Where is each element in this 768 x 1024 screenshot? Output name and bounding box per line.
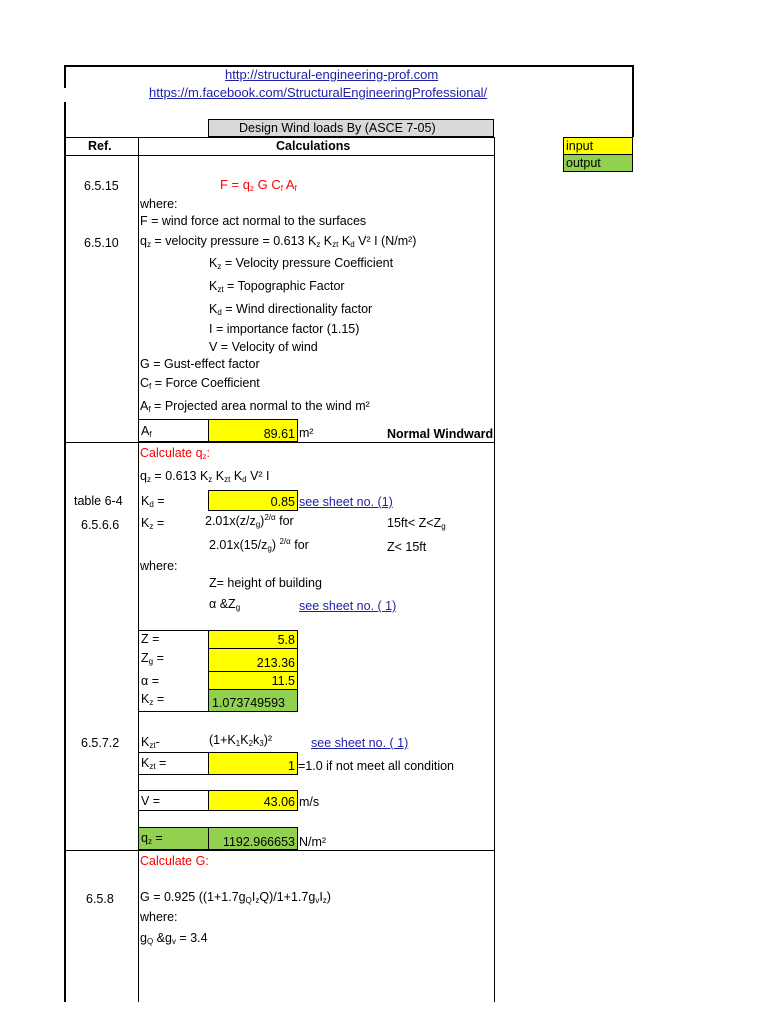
frame-left-upper — [64, 65, 66, 88]
qz-label: $q_z$ = — [141, 831, 163, 846]
ref-table-6-4: table 6-4 — [74, 494, 123, 508]
facebook-link[interactable]: https://m.facebook.com/StructuralEngineeringProfessional/ — [149, 85, 488, 100]
ref-6-5-7-2: 6.5.7.2 — [81, 736, 120, 750]
legend-input-label: input — [566, 139, 594, 153]
kzt-note: =1.0 if not meet all condition — [298, 759, 454, 773]
calculate-g: Calculate G: — [140, 854, 209, 868]
f-definition: F = wind force act normal to the surfaces — [140, 214, 367, 228]
row-line-header — [66, 137, 495, 138]
kz-formula-1: $2.01x(z/z_g)^{2/\alpha}$ for — [205, 513, 294, 529]
kz-condition-1: $15ft< Z<Z_g$ — [387, 516, 446, 531]
normal-windward-label: Normal Windward — [387, 427, 494, 441]
kzt-formula: $(1+K_1K_2k_3)^2$ — [209, 733, 273, 748]
v-unit: m/s — [299, 795, 320, 809]
alpha-value: 11.5 — [271, 674, 295, 688]
kz-definition: $K_z$ = Velocity pressure Coefficient — [209, 256, 394, 271]
qz-value: 1192.966653 — [222, 835, 295, 849]
row-line-1 — [66, 442, 495, 443]
i-definition: I = importance factor (1.15) — [209, 322, 360, 336]
af-definition: $A_f$ = Projected area normal to the wind m² — [140, 399, 370, 414]
formula-f: $F = q_z$ G $C_f$ $A_f$ — [220, 177, 297, 193]
kzt-label: $K_{zt}$ = — [141, 756, 167, 771]
af-value: 89.61 — [263, 427, 295, 441]
frame-left — [64, 102, 66, 1002]
gq-gv-value: $g_Q$ $\&g_v = 3.4$ — [140, 931, 208, 946]
website-link[interactable]: http://structural-engineering-prof.com — [225, 67, 439, 82]
kz-label-2: $K_z$ = — [141, 692, 165, 707]
frame-right — [632, 65, 634, 137]
z-label: Z = — [141, 632, 160, 646]
v-definition: V = Velocity of wind — [209, 340, 318, 354]
col-divider — [138, 137, 139, 1002]
col-right — [494, 137, 495, 1002]
kzt-formula-label: $K_{zt}-$ — [141, 735, 160, 750]
qz-unit: N/m² — [299, 835, 327, 849]
design-title: Design Wind loads By (ASCE 7-05) — [239, 121, 436, 135]
cf-definition: $C_f$ = Force Coefficient — [140, 376, 260, 391]
alpha-zg-label: α $\&Z_g$ — [209, 597, 241, 612]
v-label: V = — [141, 794, 161, 808]
where-1: where: — [140, 197, 178, 211]
see-sheet-link-2[interactable]: see sheet no. ( 1) — [299, 599, 397, 613]
calculate-qz: Calculate $q_z$: — [140, 446, 211, 461]
zg-label: $Z_g$ = — [141, 651, 164, 666]
ref-6-5-8: 6.5.8 — [86, 892, 114, 906]
legend-output-label: output — [566, 156, 601, 170]
kzt-definition: $K_{zt}$ = Topographic Factor — [209, 279, 345, 294]
row-line-header-bottom — [66, 155, 495, 156]
kd-definition: $K_d$ = Wind directionality factor — [209, 302, 373, 317]
qz-equation: $q_z = 0.613$ $K_z$ $K_{zt}$ $K_d$ V² I — [140, 469, 270, 484]
zg-value: 213.36 — [256, 656, 295, 670]
g-equation: G = 0.925 $((1+1.7g_QI_zQ)/1+1.7g_vI_z)$ — [140, 890, 331, 905]
z-definition: Z= height of building — [209, 576, 322, 590]
af-label: $A_f$ — [141, 424, 152, 439]
row-line-2 — [66, 850, 495, 851]
see-sheet-link-3[interactable]: see sheet no. ( 1) — [311, 736, 409, 750]
kzt-value: 1 — [288, 759, 295, 773]
kd-value: 0.85 — [270, 495, 295, 509]
where-2: where: — [140, 559, 178, 573]
kd-label: $K_d$ = — [141, 494, 165, 509]
col-header-ref: Ref. — [88, 139, 112, 153]
kz-value: 1.073749593 — [212, 696, 285, 710]
g-definition: G = Gust-effect factor — [140, 357, 260, 371]
kz-condition-2: Z< 15ft — [387, 540, 427, 554]
kz-label: $K_z$ = — [141, 516, 165, 531]
ref-6-5-10: 6.5.10 — [84, 236, 119, 250]
af-unit: m² — [299, 426, 314, 440]
ref-6-5-15: 6.5.15 — [84, 179, 119, 193]
alpha-label: α = — [141, 674, 159, 688]
qz-definition: $q_z$ = velocity pressure = 0.613 $K_z$ $K_{zt}$ $K_d$ V² I (N/m²) — [140, 234, 417, 249]
col-header-calculations: Calculations — [276, 139, 351, 153]
z-value: 5.8 — [277, 633, 295, 647]
kz-formula-2: $2.01x(15/z_g)$ $^{2/\alpha}$ for — [209, 537, 309, 553]
where-3: where: — [140, 910, 178, 924]
see-sheet-link-1[interactable]: see sheet no. (1) — [299, 495, 393, 509]
v-value: 43.06 — [263, 795, 295, 809]
ref-6-5-6-6: 6.5.6.6 — [81, 518, 120, 532]
